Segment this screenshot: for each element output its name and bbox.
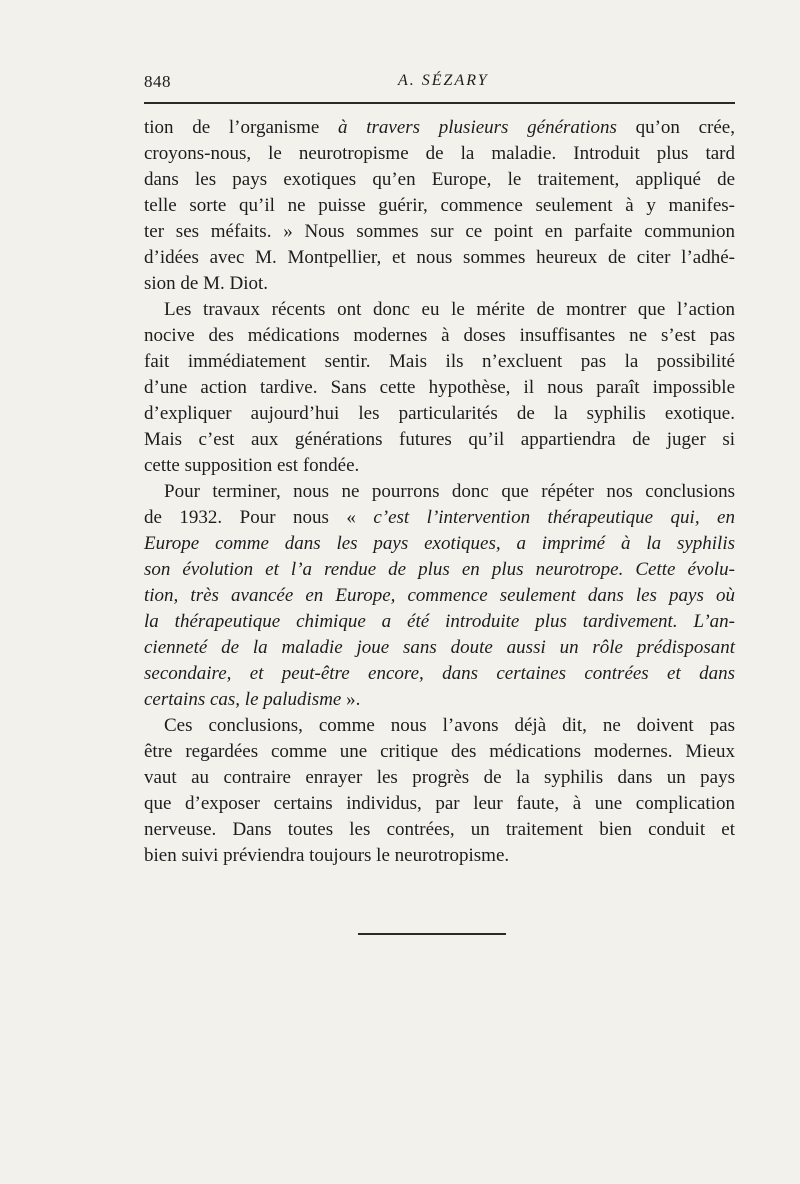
text-line xyxy=(144,713,735,739)
italic-text: secondaire, et peut-être encore, dans certaines contrées et dans xyxy=(144,663,735,684)
text-run: d’expliquer aujourd’hui les particularités de la syphilis exotique. xyxy=(144,403,735,424)
text-line xyxy=(144,479,735,505)
page-number: 848 xyxy=(144,72,171,91)
text-line xyxy=(144,401,735,427)
italic-text: c’est l’intervention thérapeutique qui, en xyxy=(373,507,735,528)
text-line xyxy=(144,635,735,661)
end-rule xyxy=(358,933,506,935)
text-line xyxy=(144,557,735,583)
text-run: Ces conclusions, comme nous l’avons déjà dit, ne doivent pas xyxy=(164,715,735,736)
text-line xyxy=(144,167,735,193)
text-line xyxy=(144,817,735,843)
italic-text: à travers plusieurs générations xyxy=(338,117,617,138)
text-run: d’idées avec M. Montpellier, et nous sommes heureux de citer l’adhé- xyxy=(144,247,735,268)
page-header xyxy=(144,72,734,98)
text-run: d’une action tardive. Sans cette hypothèse, il nous paraît impossible xyxy=(144,377,735,398)
text-run: de 1932. Pour nous « xyxy=(144,507,374,528)
header-rule xyxy=(144,102,735,104)
paragraph xyxy=(144,115,735,297)
text-run: ». xyxy=(341,689,361,710)
text-run: Mais c’est aux générations futures qu’il appartiendra de juger si xyxy=(144,429,735,450)
text-line xyxy=(144,765,735,791)
paragraph xyxy=(144,713,735,869)
text-run: Pour terminer, nous ne pourrons donc que répéter nos conclusions xyxy=(164,481,735,502)
text-line xyxy=(144,193,735,219)
text-line xyxy=(144,453,735,479)
text-line xyxy=(144,531,735,557)
italic-text: tion, très avancée en Europe, commence seulement dans les pays où xyxy=(144,585,735,606)
text-run: fait immédiatement sentir. Mais ils n’excluent pas la possibilité xyxy=(144,351,735,372)
text-run: tion de l’organisme xyxy=(144,117,339,138)
text-line xyxy=(144,583,735,609)
text-run: vaut au contraire enrayer les progrès de la syphilis dans un pays xyxy=(144,767,735,788)
italic-text: Europe comme dans les pays exotiques, a imprimé à la syphilis xyxy=(144,533,735,554)
text-line xyxy=(144,505,735,531)
text-line xyxy=(144,297,735,323)
text-run: ter ses méfaits. » Nous sommes sur ce point en parfaite communion xyxy=(144,221,735,242)
italic-text: certains cas, le paludisme xyxy=(144,689,342,710)
italic-text: son évolution et l’a rendue de plus en plus neurotrope. Cette évolu- xyxy=(144,559,735,580)
text-line xyxy=(144,349,735,375)
paragraph xyxy=(144,297,735,479)
text-line xyxy=(144,323,735,349)
text-run: dans les pays exotiques qu’en Europe, le traitement, appliqué de xyxy=(144,169,735,190)
text-line xyxy=(144,609,735,635)
italic-text: cienneté de la maladie joue sans doute aussi un rôle prédisposant xyxy=(144,637,735,658)
text-line xyxy=(144,245,735,271)
text-line xyxy=(144,739,735,765)
text-line xyxy=(144,427,735,453)
text-run: Les travaux récents ont donc eu le mérite de montrer que l’action xyxy=(164,299,735,320)
running-head: A. SÉZARY xyxy=(398,72,489,89)
text-line xyxy=(144,687,735,713)
text-run: qu’on crée, xyxy=(616,117,735,138)
text-run: sion de M. Diot. xyxy=(144,273,269,294)
italic-text: la thérapeutique chimique a été introduite plus tardivement. L’an- xyxy=(144,611,735,632)
text-run: bien suivi préviendra toujours le neurotropisme. xyxy=(144,845,510,866)
text-line xyxy=(144,271,735,297)
text-line xyxy=(144,141,735,167)
text-run: nerveuse. Dans toutes les contrées, un traitement bien conduit et xyxy=(144,819,735,840)
text-line xyxy=(144,375,735,401)
text-line xyxy=(144,791,735,817)
text-run: cette supposition est fondée. xyxy=(144,455,360,476)
paragraph xyxy=(144,479,735,713)
text-run: nocive des médications modernes à doses insuffisantes ne s’est pas xyxy=(144,325,735,346)
text-run: être regardées comme une critique des médications modernes. Mieux xyxy=(144,741,735,762)
text-run: que d’exposer certains individus, par leur faute, à une complication xyxy=(144,793,735,814)
text-line xyxy=(144,115,735,141)
text-line xyxy=(144,219,735,245)
text-run: croyons-nous, le neurotropisme de la maladie. Introduit plus tard xyxy=(144,143,735,164)
text-line xyxy=(144,843,735,869)
text-run: telle sorte qu’il ne puisse guérir, commence seulement à y manifes- xyxy=(144,195,735,216)
body-text xyxy=(144,115,735,869)
text-line xyxy=(144,661,735,687)
